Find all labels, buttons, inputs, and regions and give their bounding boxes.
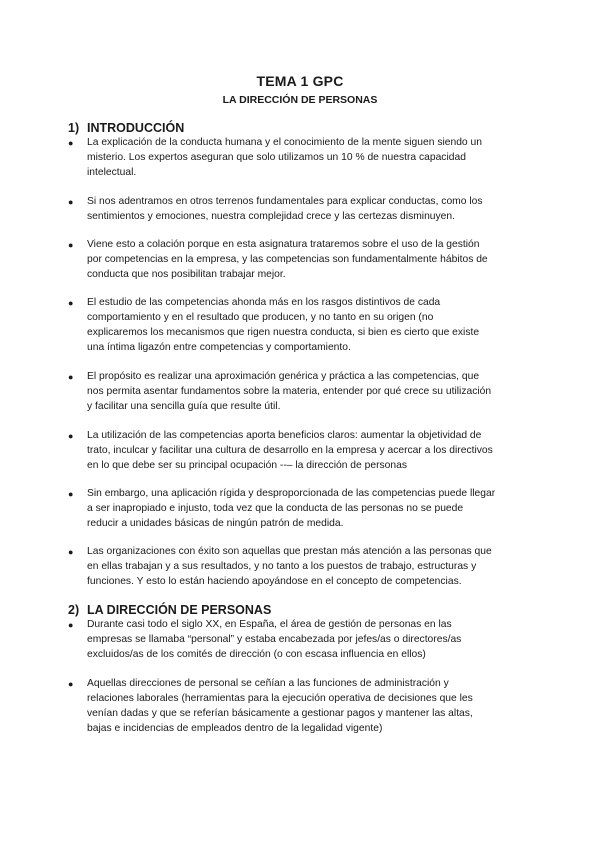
bullet-text: El estudio de las competencias ahonda más en los rasgos distintivos de cada comportamiento y en el resultado que producen, y no tanto en su origen (no explicaremos los mecanismos que rigen nuestra conducta, si bien es cierto que existe una íntima ligazón entre competencias y comportamiento. xyxy=(87,297,480,353)
section-number: 1) xyxy=(68,121,80,135)
bullet-dot-icon: ● xyxy=(68,431,74,441)
bullet-dot-icon: ● xyxy=(68,372,74,382)
bullet-text: El propósito es realizar una aproximación genérica y práctica a las competencias, que nos permita asentar fundamentos sobre la materia, entender por qué crece su utilización y facilitar una sencilla guía que resulte útil. xyxy=(87,371,492,412)
bullet-text: La explicación de la conducta humana y el conocimiento de la mente siguen siendo un misterio. Los expertos aseguran que solo utilizamos un 10 % de nuestra capacidad intelectual. xyxy=(87,137,482,178)
bullet-text: Viene esto a colación porque en esta asignatura trataremos sobre el uso de la gestión por competencias en la empresa, y las competencias son fundamentalmente hábitos de conducta que nos posibilitan trabajar mejor. xyxy=(87,239,488,280)
bullet-dot-icon: ● xyxy=(68,240,74,250)
document-subtitle: LA DIRECCIÓN DE PERSONAS xyxy=(222,94,378,106)
bullet-item xyxy=(68,296,538,356)
section-title: LA DIRECCIÓN DE PERSONAS xyxy=(87,603,272,617)
bullet-item xyxy=(68,429,538,474)
bullet-item xyxy=(68,487,538,532)
bullet-dot-icon: ● xyxy=(68,138,74,148)
bullet-item xyxy=(68,545,538,590)
bullet-item xyxy=(68,238,538,283)
bullet-item xyxy=(68,677,538,737)
bullet-dot-icon: ● xyxy=(68,197,74,207)
bullet-item xyxy=(68,136,538,181)
bullet-text: Sin embargo, una aplicación rígida y desproporcionada de las competencias puede llegar a ser inapropiado e injusto, toda vez que la conducta de las personas no se puede reducir a unidades básicas de ningún patrón de medida. xyxy=(87,488,496,529)
bullet-text: Durante casi todo el siglo XX, en España, el área de gestión de personas en las empresas se llamaba “personal” y estaba encabezada por jefes/as o directores/as excluidos/as de los comités de dirección (o con escasa influencia en ellos) xyxy=(87,619,462,660)
bullet-dot-icon: ● xyxy=(68,298,74,308)
section-number: 2) xyxy=(68,603,80,617)
bullet-item xyxy=(68,618,538,663)
bullet-dot-icon: ● xyxy=(68,620,74,630)
bullet-text: Las organizaciones con éxito son aquellas que prestan más atención a las personas que en ellas trabajan y a sus resultados, y no tanto a los puestos de trabajo, estructuras y funciones. Y esto lo están haciendo apoyándose en el concepto de competencias. xyxy=(87,546,492,587)
bullet-dot-icon: ● xyxy=(68,679,74,689)
section-heading-introduccion xyxy=(68,121,184,135)
bullet-item xyxy=(68,370,538,415)
bullet-text: Si nos adentramos en otros terrenos fundamentales para explicar conductas, como los sentimientos y emociones, nuestra complejidad crece y las certezas disminuyen. xyxy=(87,196,483,222)
section-title: INTRODUCCIÓN xyxy=(87,121,185,135)
section-heading-direccion-personas xyxy=(68,603,271,617)
bullet-dot-icon: ● xyxy=(68,547,74,557)
bullet-text: Aquellas direcciones de personal se ceñían a las funciones de administración y relaciones laborales (herramientas para la ejecución operativa de decisiones que les venían dadas y que se referían básicamente a gestionar pagos y mantener las altas, bajas e incidencias de empleados dentro de la legalidad vigente) xyxy=(87,678,473,734)
bullet-item xyxy=(68,195,538,225)
bullet-dot-icon: ● xyxy=(68,489,74,499)
document-title: TEMA 1 GPC xyxy=(256,73,344,89)
bullet-text: La utilización de las competencias aporta beneficios claros: aumentar la objetividad de trato, inculcar y facilitar una cultura de desarrollo en la empresa y acercar a los directivos en lo que debe ser su principal ocupación --– la dirección de personas xyxy=(87,430,493,471)
